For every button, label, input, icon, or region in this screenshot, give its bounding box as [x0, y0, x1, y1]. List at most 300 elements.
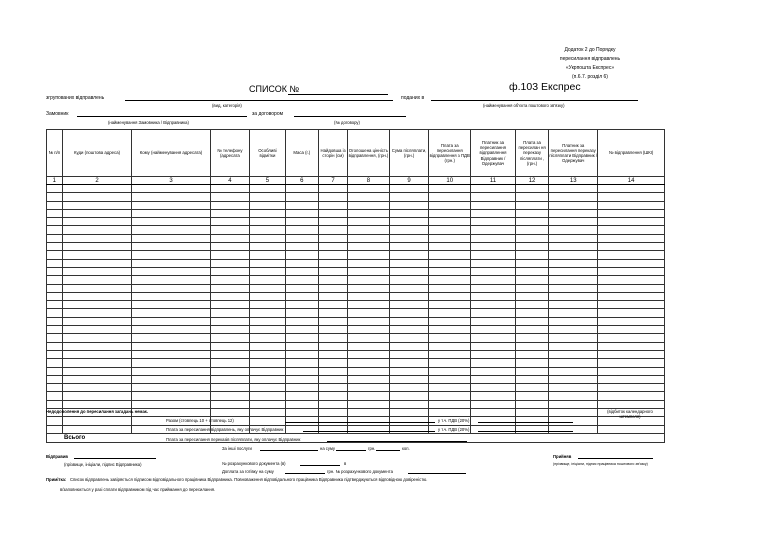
- table-cell: [598, 367, 665, 375]
- note-text: Список відправлень завіряється підписом відповідального працівника Відправника. Повноваження відповідального працівника Відправника підтверджуються відповідною довіреністю.: [70, 477, 428, 482]
- table-cell: [515, 392, 548, 400]
- table-cell: [47, 342, 63, 350]
- table-cell: [210, 367, 250, 375]
- sender-label: Відправив: [46, 454, 68, 459]
- table-cell: [598, 350, 665, 358]
- table-cell: [389, 259, 429, 267]
- table-cell: [471, 209, 516, 217]
- table-cell: [515, 309, 548, 317]
- table-cell: [250, 309, 285, 317]
- table-cell: [598, 185, 665, 193]
- table-cell: [132, 243, 210, 251]
- table-cell: [285, 400, 318, 408]
- table-cell: [210, 193, 250, 201]
- table-cell: [47, 185, 63, 193]
- table-cell: [318, 425, 347, 433]
- table-row: [47, 292, 665, 300]
- table-cell: [549, 185, 598, 193]
- grouping-label: згрупованих відправлень: [46, 95, 105, 101]
- table-cell: [515, 301, 548, 309]
- table-cell: [210, 284, 250, 292]
- table-cell: [348, 384, 390, 392]
- vat-field-2: [478, 431, 573, 432]
- table-cell: [389, 317, 429, 325]
- table-cell: [210, 392, 250, 400]
- table-row: [47, 259, 665, 267]
- table-cell: [348, 375, 390, 383]
- col-header-1: № п/п: [47, 130, 63, 177]
- table-cell: [549, 267, 598, 275]
- table-cell: [285, 301, 318, 309]
- table-cell: [515, 284, 548, 292]
- table-row: [47, 243, 665, 251]
- contract-label: за договором: [252, 111, 284, 117]
- table-cell: [62, 400, 132, 408]
- col-num-7: 7: [318, 177, 347, 185]
- table-cell: [250, 284, 285, 292]
- form-code: ф.103 Експрес: [509, 81, 581, 93]
- cash-field: [285, 473, 325, 474]
- table-cell: [210, 185, 250, 193]
- table-cell: [250, 193, 285, 201]
- table-cell: [348, 367, 390, 375]
- table-cell: [250, 392, 285, 400]
- table-cell: [471, 276, 516, 284]
- table-cell: [132, 251, 210, 259]
- appendix-line-2: пересилання відправлень: [559, 56, 621, 62]
- table-cell: [318, 342, 347, 350]
- table-cell: [549, 209, 598, 217]
- table-cell: [515, 292, 548, 300]
- table-cell: [348, 193, 390, 201]
- table-cell: [62, 209, 132, 217]
- table-cell: [515, 234, 548, 242]
- table-cell: [429, 301, 471, 309]
- table-cell: [471, 301, 516, 309]
- table-row: [47, 226, 665, 234]
- table-cell: [47, 201, 63, 209]
- table-cell: [210, 326, 250, 334]
- table-row: [47, 326, 665, 334]
- header-row: [47, 130, 665, 177]
- table-cell: [285, 201, 318, 209]
- table-cell: [389, 201, 429, 209]
- doc-label: № розрахункового документа (в): [222, 461, 286, 466]
- table-cell: [598, 301, 665, 309]
- table-cell: [549, 400, 598, 408]
- table-cell: [598, 209, 665, 217]
- table-cell: [389, 251, 429, 259]
- table-cell: [515, 251, 548, 259]
- cash-label: Доплата за готівку на суму: [222, 469, 274, 474]
- col-num-4: 4: [210, 177, 250, 185]
- table-cell: [132, 367, 210, 375]
- customer-label: Замовник: [46, 111, 69, 117]
- table-cell: [598, 201, 665, 209]
- table-cell: [549, 334, 598, 342]
- table-cell: [348, 185, 390, 193]
- table-cell: [132, 301, 210, 309]
- table-cell: [285, 226, 318, 234]
- note-label: Примітка:: [46, 477, 67, 482]
- table-row: [47, 400, 665, 408]
- table-row: [47, 359, 665, 367]
- table-cell: [598, 193, 665, 201]
- table-cell: [348, 259, 390, 267]
- table-cell: [471, 234, 516, 242]
- contract-field: [294, 116, 406, 117]
- table-cell: [515, 417, 548, 425]
- table-cell: [429, 342, 471, 350]
- table-cell: [429, 409, 471, 417]
- col-header-8: Оголошена цінність відправлення, (грн.): [348, 130, 390, 177]
- table-cell: [285, 417, 318, 425]
- table-cell: [429, 276, 471, 284]
- table-cell: [429, 334, 471, 342]
- table-cell: [515, 384, 548, 392]
- col-num-11: 11: [471, 177, 516, 185]
- table-row: [47, 234, 665, 242]
- table-cell: [285, 267, 318, 275]
- table-cell: [471, 375, 516, 383]
- table-cell: [250, 342, 285, 350]
- table-cell: [318, 350, 347, 358]
- list-title: СПИСОК №: [249, 84, 300, 94]
- table-cell: [250, 267, 285, 275]
- receiver-field: [578, 458, 653, 459]
- table-cell: [62, 284, 132, 292]
- table-row: [47, 267, 665, 275]
- table-cell: [210, 292, 250, 300]
- contract-hint: (№ договору): [334, 120, 360, 125]
- table-cell: [429, 309, 471, 317]
- table-cell: [348, 342, 390, 350]
- table-cell: [549, 276, 598, 284]
- table-cell: [250, 185, 285, 193]
- table-row: [47, 342, 665, 350]
- table-cell: [250, 317, 285, 325]
- table-cell: [210, 251, 250, 259]
- table-cell: [285, 326, 318, 334]
- table-cell: [471, 367, 516, 375]
- appendix-line-3: «Укрпошта Експрес»: [565, 65, 615, 71]
- column-number-row: [47, 177, 665, 185]
- table-cell: [47, 375, 63, 383]
- table-cell: [250, 384, 285, 392]
- table-cell: [285, 218, 318, 226]
- table-cell: [210, 400, 250, 408]
- table-cell: [132, 400, 210, 408]
- table-cell: [471, 309, 516, 317]
- table-cell: [515, 359, 548, 367]
- table-cell: [132, 284, 210, 292]
- table-cell: [389, 243, 429, 251]
- table-cell: [598, 400, 665, 408]
- table-cell: [318, 193, 347, 201]
- table-cell: [250, 209, 285, 217]
- table-cell: [62, 185, 132, 193]
- table-cell: [598, 326, 665, 334]
- table-cell: [318, 259, 347, 267]
- table-cell: [62, 234, 132, 242]
- table-cell: [285, 284, 318, 292]
- customer-hint: (найменування Замовника / Відправника): [108, 120, 189, 125]
- table-cell: [429, 367, 471, 375]
- table-cell: [348, 209, 390, 217]
- table-cell: [250, 350, 285, 358]
- table-cell: [250, 417, 285, 425]
- cash-uah: грн. № розрахункового документа: [327, 469, 393, 474]
- table-cell: [471, 317, 516, 325]
- table-cell: [250, 226, 285, 234]
- data-rows: [47, 185, 665, 434]
- table-cell: [132, 326, 210, 334]
- submitted-note: Недодоволення до пересилання загадань немає.: [46, 409, 149, 414]
- table-cell: [549, 218, 598, 226]
- table-cell: [250, 259, 285, 267]
- table-cell: [62, 367, 132, 375]
- table-cell: [549, 234, 598, 242]
- table-cell: [549, 193, 598, 201]
- table-cell: [348, 276, 390, 284]
- table-cell: [515, 276, 548, 284]
- table-cell: [62, 384, 132, 392]
- table-cell: [47, 301, 63, 309]
- table-cell: [250, 276, 285, 284]
- col-num-1: 1: [47, 177, 63, 185]
- table-cell: [62, 350, 132, 358]
- table-cell: [250, 326, 285, 334]
- table-cell: [62, 425, 132, 433]
- table-cell: [348, 359, 390, 367]
- table-cell: [598, 359, 665, 367]
- table-cell: [515, 409, 548, 417]
- table-cell: [348, 400, 390, 408]
- table-row: [47, 193, 665, 201]
- table-cell: [429, 359, 471, 367]
- table-cell: [389, 409, 429, 417]
- table-cell: [47, 209, 63, 217]
- table-cell: [285, 375, 318, 383]
- table-cell: [285, 243, 318, 251]
- table-cell: [210, 276, 250, 284]
- table-cell: [429, 234, 471, 242]
- note-text-2: в/заповнюється у разі сплати відправником під час приймання до пересилання.: [60, 487, 216, 492]
- col-num-9: 9: [389, 177, 429, 185]
- table-cell: [598, 334, 665, 342]
- table-cell: [348, 243, 390, 251]
- table-cell: [132, 201, 210, 209]
- table-cell: [62, 309, 132, 317]
- table-cell: [47, 400, 63, 408]
- table-cell: [62, 301, 132, 309]
- table-cell: [285, 309, 318, 317]
- table-cell: [389, 400, 429, 408]
- table-cell: [598, 259, 665, 267]
- table-cell: [471, 342, 516, 350]
- services-sum-label: на суму: [320, 446, 335, 451]
- table-cell: [250, 292, 285, 300]
- table-cell: [598, 234, 665, 242]
- table-cell: [318, 209, 347, 217]
- table-cell: [318, 276, 347, 284]
- table-row: [47, 375, 665, 383]
- col-header-11: Платник за пересилання відправлення Відправник / Одержувач: [471, 130, 516, 177]
- table-cell: [598, 317, 665, 325]
- table-cell: [250, 201, 285, 209]
- table-cell: [348, 301, 390, 309]
- col-header-2: Куди (поштова адреса): [62, 130, 132, 177]
- table-cell: [348, 251, 390, 259]
- table-row: [47, 334, 665, 342]
- table-cell: [285, 209, 318, 217]
- table-cell: [389, 342, 429, 350]
- table-cell: [47, 359, 63, 367]
- table-cell: [348, 317, 390, 325]
- table-cell: [285, 251, 318, 259]
- table-cell: [389, 326, 429, 334]
- table-cell: [47, 226, 63, 234]
- table-cell: [348, 284, 390, 292]
- table-cell: [471, 417, 516, 425]
- table-cell: [62, 201, 132, 209]
- table-cell: [318, 359, 347, 367]
- table-cell: [515, 218, 548, 226]
- col-header-5: Особливі відмітки: [250, 130, 285, 177]
- table-cell: [429, 185, 471, 193]
- table-cell: [549, 350, 598, 358]
- table-cell: [318, 226, 347, 234]
- table-cell: [132, 234, 210, 242]
- table-cell: [318, 400, 347, 408]
- table-cell: [62, 375, 132, 383]
- table-cell: [471, 359, 516, 367]
- table-cell: [549, 284, 598, 292]
- table-cell: [549, 392, 598, 400]
- grouping-field: [125, 100, 393, 101]
- table-cell: [348, 326, 390, 334]
- table-cell: [318, 201, 347, 209]
- table-cell: [549, 201, 598, 209]
- table-cell: [318, 409, 347, 417]
- col-num-13: 13: [549, 177, 598, 185]
- table-cell: [515, 350, 548, 358]
- col-header-14: № відправлення (ШКІ): [598, 130, 665, 177]
- table-row: [47, 392, 665, 400]
- table-cell: [47, 193, 63, 201]
- table-cell: [429, 350, 471, 358]
- table-cell: [348, 350, 390, 358]
- table-cell: [549, 417, 598, 425]
- table-cell: [348, 425, 390, 433]
- table-cell: [348, 234, 390, 242]
- table-cell: [250, 359, 285, 367]
- services-field: [260, 450, 318, 451]
- table-cell: [598, 251, 665, 259]
- table-cell: [549, 243, 598, 251]
- submitted-hint: (найменування об'єкта поштового зв'язку): [483, 103, 565, 108]
- table-cell: [515, 334, 548, 342]
- table-cell: [210, 384, 250, 392]
- table-cell: [62, 392, 132, 400]
- table-cell: [598, 218, 665, 226]
- table-cell: [389, 209, 429, 217]
- grouping-hint: (вид, категорія): [212, 103, 242, 108]
- table-cell: [348, 309, 390, 317]
- table-cell: [62, 243, 132, 251]
- table-cell: [429, 226, 471, 234]
- table-cell: [132, 309, 210, 317]
- table-row: [47, 185, 665, 193]
- table-cell: [47, 218, 63, 226]
- table-cell: [389, 350, 429, 358]
- table-cell: [318, 326, 347, 334]
- table-cell: [471, 392, 516, 400]
- sum-field: [285, 422, 435, 423]
- table-cell: [598, 342, 665, 350]
- table-cell: [285, 276, 318, 284]
- table-row: [47, 317, 665, 325]
- total-label: Всього: [47, 433, 665, 442]
- table-cell: [471, 259, 516, 267]
- table-cell: [318, 384, 347, 392]
- table-row: [47, 384, 665, 392]
- table-cell: [429, 392, 471, 400]
- table-cell: [348, 392, 390, 400]
- table-cell: [132, 193, 210, 201]
- table-cell: [389, 226, 429, 234]
- table-cell: [515, 259, 548, 267]
- table-cell: [598, 384, 665, 392]
- table-cell: [389, 309, 429, 317]
- table-cell: [210, 359, 250, 367]
- table-cell: [132, 334, 210, 342]
- table-cell: [210, 226, 250, 234]
- receiver-label: Прийняв: [553, 454, 572, 459]
- table-cell: [47, 367, 63, 375]
- table-cell: [62, 417, 132, 425]
- table-cell: [285, 409, 318, 417]
- table-cell: [598, 292, 665, 300]
- table-cell: [549, 384, 598, 392]
- table-cell: [389, 392, 429, 400]
- table-cell: [549, 367, 598, 375]
- vat-label-2: у т.ч. ПДВ (20%): [438, 427, 470, 432]
- table-cell: [598, 375, 665, 383]
- table-cell: [471, 409, 516, 417]
- doc-from: в: [344, 461, 347, 466]
- table-cell: [318, 367, 347, 375]
- table-cell: [515, 193, 548, 201]
- table-cell: [318, 375, 347, 383]
- table-cell: [47, 326, 63, 334]
- table-cell: [429, 326, 471, 334]
- receiver-hint: (прізвище, ініціали, підпис працівника поштового зв'язку): [553, 462, 648, 466]
- table-cell: [598, 243, 665, 251]
- col-num-3: 3: [132, 177, 210, 185]
- table-cell: [429, 284, 471, 292]
- table-cell: [47, 425, 63, 433]
- pay-sender-label: Плата за пересилання відправлень, яку оплачує Відправник: [166, 427, 284, 432]
- table-cell: [515, 201, 548, 209]
- table-cell: [47, 234, 63, 242]
- services-kop-field: [376, 450, 400, 451]
- col-num-14: 14: [598, 177, 665, 185]
- table-cell: [471, 350, 516, 358]
- table-cell: [389, 359, 429, 367]
- table-cell: [250, 367, 285, 375]
- table-cell: [549, 292, 598, 300]
